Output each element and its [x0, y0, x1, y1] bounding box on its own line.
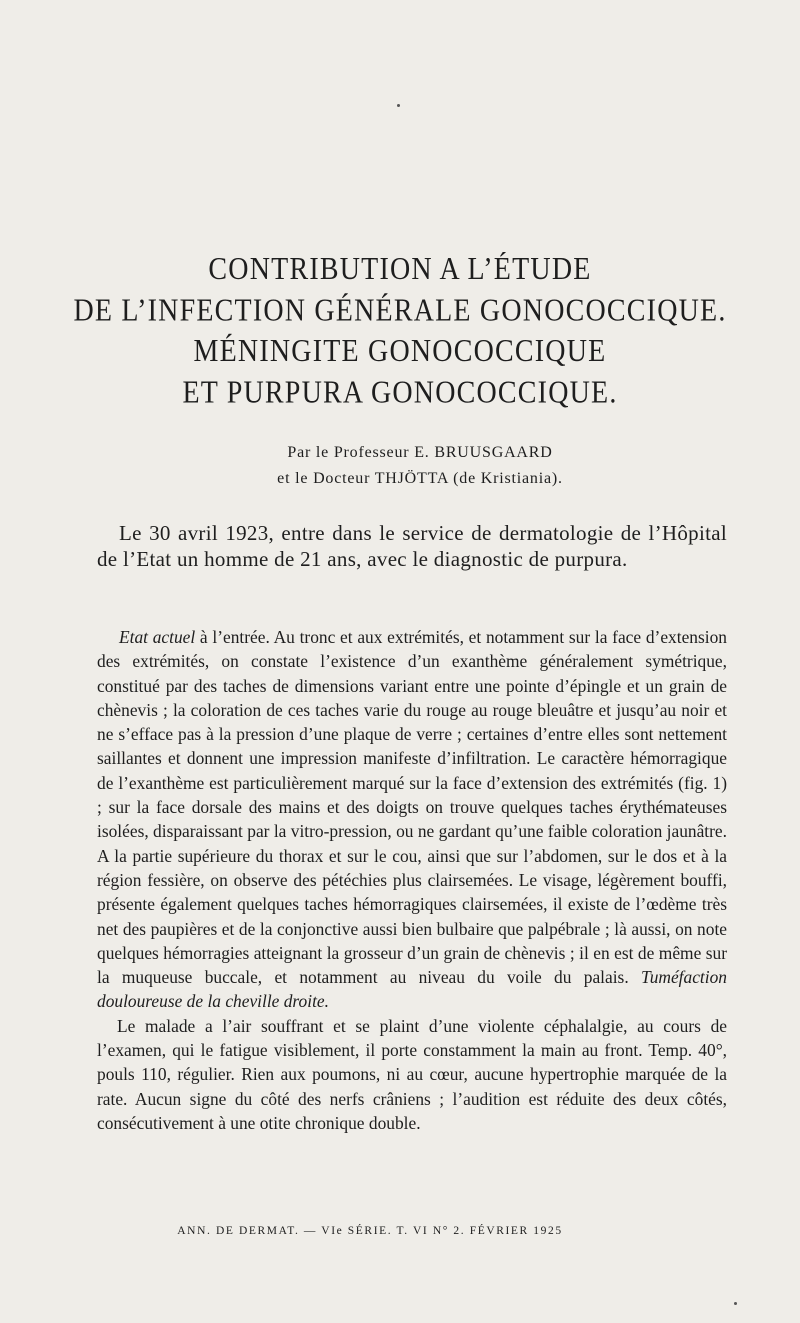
author-line-2: et le Docteur THJÖTTA (de Kristiania).: [277, 470, 563, 487]
title-line-4: ET PURPURA GONOCOCCIQUE.: [182, 374, 618, 410]
title-line-1: CONTRIBUTION A L’ÉTUDE: [208, 252, 592, 287]
section-lead: Etat actuel: [119, 627, 196, 647]
intro-text: Le 30 avril 1923, entre dans le service de dermatologie de l’Hôpital de l’Etat un homme de 21 ans, avec le diagnostic de purpura.: [97, 521, 727, 571]
paper-speck: [734, 1302, 737, 1305]
intro-paragraph: [97, 520, 727, 572]
body-text: [97, 625, 727, 1135]
title-line-2: DE L’INFECTION GÉNÉRALE GONOCOCCIQUE.: [73, 293, 727, 328]
clinical-text: à l’entrée. Au tronc et aux extrémités, et notamment sur la face d’extension des extrémités, on constate l’existence d’un exanthème généralement symétrique, constitué par des taches de dimensions variant entre une pointe d’épingle et un grain de chènevis ; la coloration de ces taches varie du rouge au rouge bleuâtre et jusqu’au noir et ne s’efface pas à la pression d’une plaque de verre ; certaines d’entre elles sont nettement saillantes et donnent une impression manifeste d’infiltration. Le caractère hémorragique de l’exanthème est particulièrement marqué sur la face d’extension des extrémités (fig. 1) ; sur la face dorsale des mains et des doigts on trouve quelques taches érythémateuses isolées, disparaissant par la vitro-pression, ou ne gardant qu’une faible coloration jaunâtre. A la partie supérieure du thorax et sur le cou, ainsi que sur l’abdomen, sur le dos et à la région fessière, on observe des pétéchies plus clairsemées. Le visage, légèrement bouffi, présente également quelques taches hémorragiques clairsemées, il existe de l’œdème très net des paupières et de la conjonctive aussi bien bulbaire que palpébrale ; là aussi, on note quelques hémorragies atteignant la grosseur d’un grain de chènevis ; il en est de même sur la muqueuse buccale, et notamment au niveau du voile du palais.: [97, 627, 727, 988]
paper-speck: [397, 104, 400, 107]
running-footer: ANN. DE DERMAT. — VIe SÉRIE. T. VI N° 2. FÉVRIER 1925: [177, 1225, 563, 1237]
article-title: [0, 250, 800, 414]
author-byline: [0, 440, 800, 492]
symptoms-paragraph: Le malade a l’air souffrant et se plaint d’une violente céphalalgie, au cours de l’examen, qui le fatigue visiblement, il porte constamment la main au front. Temp. 40°, pouls 110, régulier. Rien aux poumons, ni au cœur, aucune hypertrophie marquée de la rate. Aucun signe du côté des nerfs crâniens ; l’audition est réduite des deux côtés, consécutivement à une otite chronique double.: [97, 1015, 727, 1133]
author-line-1: Par le Professeur E. BRUUSGAARD: [287, 444, 553, 461]
clinical-paragraph: [97, 625, 727, 1014]
title-line-3: MÉNINGITE GONOCOCCIQUE: [193, 334, 607, 369]
clinical-tail: Tuméfaction douloureuse de la cheville droite.: [97, 967, 727, 1012]
